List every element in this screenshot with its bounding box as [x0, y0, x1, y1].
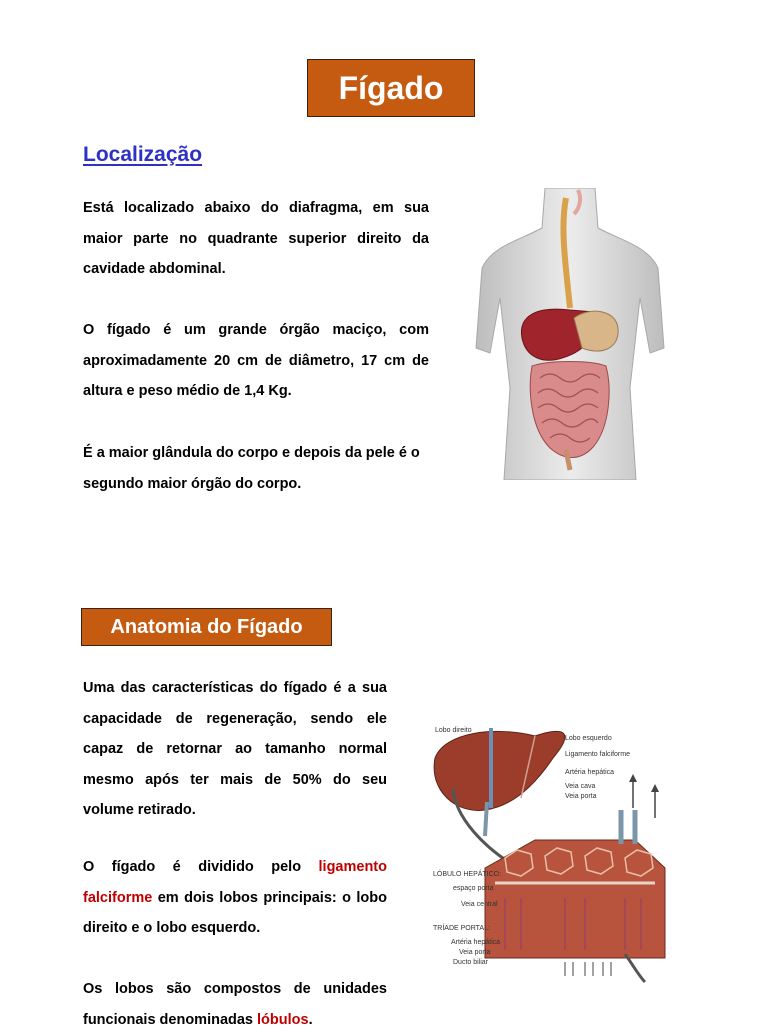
label-arteria-hepatica-2: Artéria hepática: [451, 939, 501, 946]
label-espaco-porta: espaço porta: [453, 885, 494, 892]
section-heading-anatomia: Anatomia do Fígado: [81, 608, 332, 646]
highlight-ligamento: ligamento falciforme: [83, 859, 387, 906]
text-segment: Os lobos são compostos de unidades funcionais denominadas: [83, 981, 387, 1028]
section-heading-localizacao[interactable]: Localização: [83, 143, 203, 166]
paragraph-lobules: [83, 974, 387, 1035]
torso-illustration: [470, 188, 670, 480]
label-veia-porta: Veia porta: [565, 793, 597, 800]
label-lobulo-hepatico: LÓBULO HEPÁTICO:: [433, 871, 502, 878]
label-lobo-direito: Lobo direito: [435, 727, 472, 734]
label-ligamento-falciforme: Ligamento falciforme: [565, 751, 630, 758]
label-veia-cava: Veia cava: [565, 783, 596, 790]
label-ducto-biliar: Ducto biliar: [453, 959, 489, 966]
paragraph-largest-gland: É a maior glândula do corpo e depois da pele é o segundo maior órgão do corpo.: [83, 445, 420, 492]
paragraph-location: Está localizado abaixo do diafragma, em sua maior parte no quadrante superior direito da cavidade abdominal.: [83, 200, 429, 277]
paragraph-lobes: [83, 852, 387, 944]
text-segment: em dois lobos principais: o lobo direito e o lobo esquerdo.: [83, 889, 387, 936]
label-veia-porta-2: Veia porta: [459, 949, 491, 956]
label-triade-portal: TRÍADE PORTAL:: [433, 925, 490, 932]
paragraph-regeneration: Uma das características do fígado é a sua capacidade de regeneração, sendo ele capaz de retornar ao tamanho normal mesmo após ter mais de 50% do seu volume retirado.: [83, 680, 387, 818]
paragraph-size: O fígado é um grande órgão maciço, com aproximadamente 20 cm de diâmetro, 17 cm de altura e peso médio de 1,4 Kg.: [83, 322, 429, 399]
label-arteria-hepatica: Artéria hepática: [565, 769, 615, 776]
label-lobo-esquerdo: Lobo esquerdo: [565, 735, 612, 742]
text-segment: O fígado é dividido pelo: [83, 859, 319, 875]
page-title: Fígado: [307, 59, 475, 117]
liver-anatomy-diagram: [425, 718, 675, 988]
highlight-lobulos: lóbulos: [257, 1011, 309, 1028]
text-segment: .: [308, 1011, 313, 1028]
label-veia-central: Veia central: [461, 901, 498, 908]
